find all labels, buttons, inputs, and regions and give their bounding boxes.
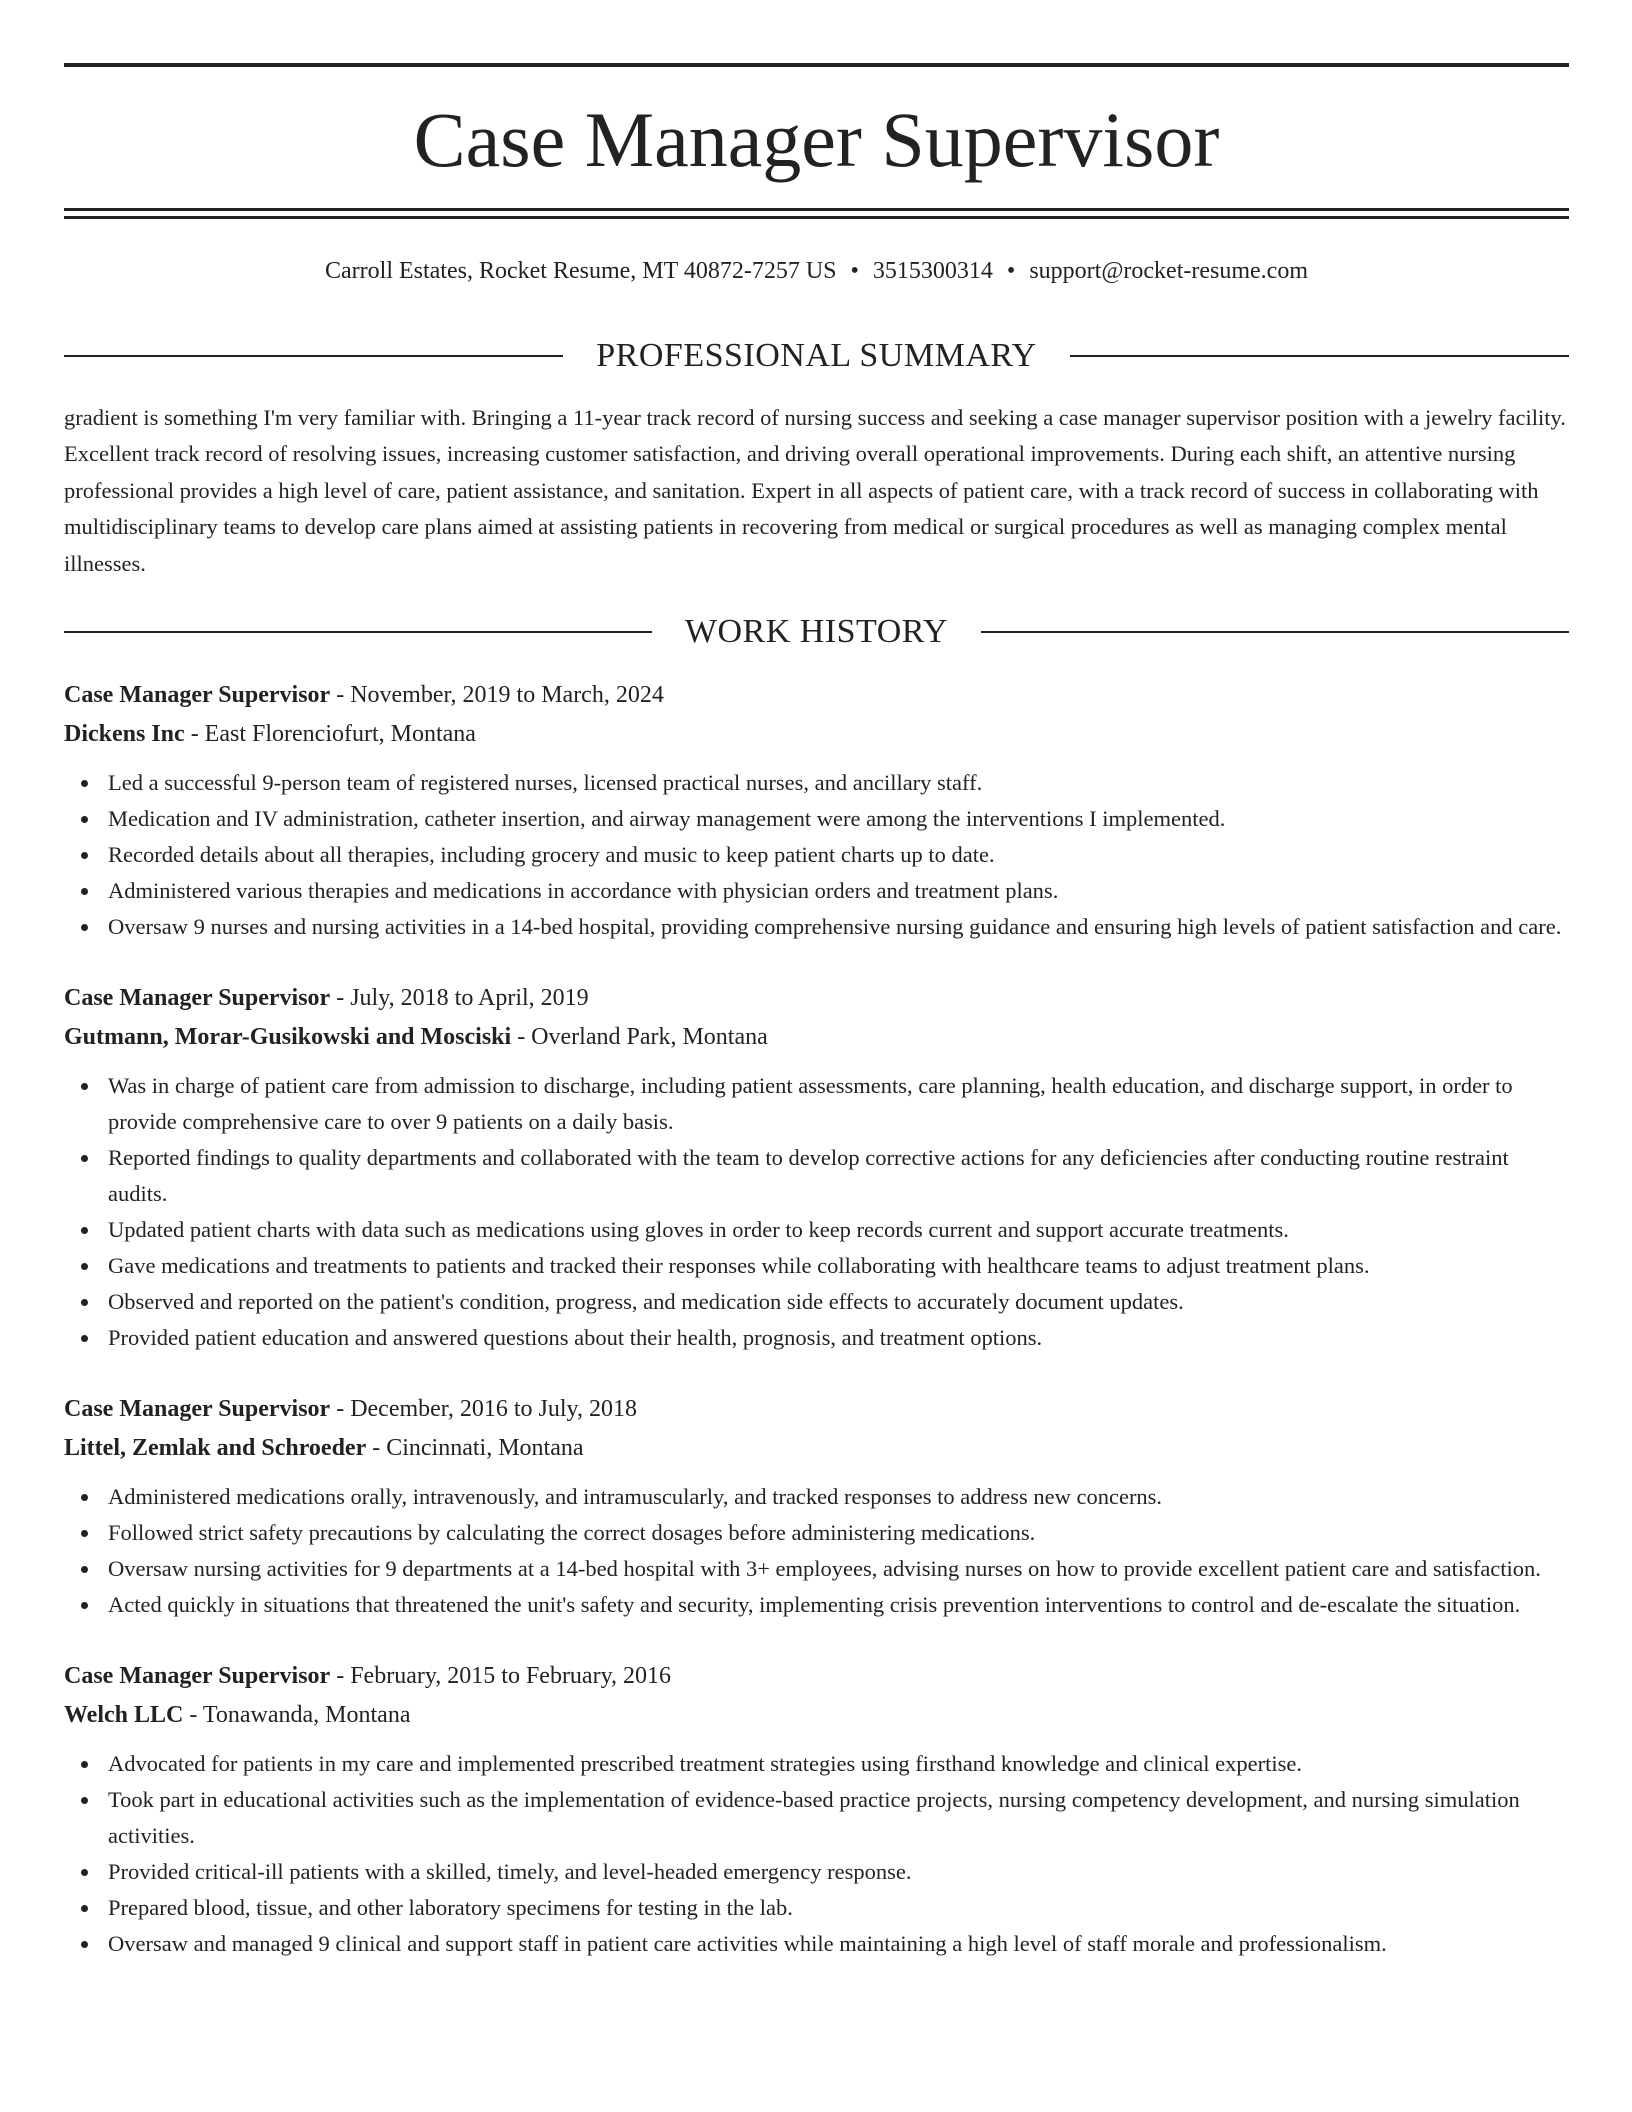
professional-summary-text: gradient is something I'm very familiar with. Bringing a 11-year track record of nursing success and seeking a case manager supervisor position with a jewelry facility. Excellent track record of resolving issues, increasing customer satisfaction, and driving overall operational improvements. During each shift, an attentive nursing professional provides a high level of care, patient assistance, and sanitation. Expert in all aspects of patient care, with a track record of success in collaborating with multidisciplinary teams to develop care plans aimed at assisting patients in recovering from medical or surgical procedures as well as managing complex mental illnesses. — [64, 405, 1566, 576]
job-bullet: Was in charge of patient care from admission to discharge, including patient assessments, care planning, health education, and discharge support, in order to provide comprehensive care to over 9 patients on a daily basis. — [108, 1068, 1569, 1140]
job-company: Gutmann, Morar-Gusikowski and Mosciski — [64, 1024, 512, 1050]
job-dates: - February, 2015 to February, 2016 — [330, 1663, 672, 1689]
job-role: Case Manager Supervisor — [64, 985, 331, 1011]
resume-title: Case Manager Supervisor — [413, 96, 1220, 183]
job-dates: - December, 2016 to July, 2018 — [330, 1396, 637, 1422]
job-bullet: Recorded details about all therapies, including grocery and music to keep patient charts up to date. — [108, 837, 1569, 873]
job-bullet: Administered medications orally, intravenously, and intramuscularly, and tracked responses to address new concerns. — [108, 1479, 1569, 1515]
header-rule-lower — [64, 216, 1569, 219]
contact-separator: • — [850, 258, 859, 284]
job-company-line — [64, 1429, 1569, 1468]
job-role: Case Manager Supervisor — [64, 1396, 331, 1422]
job-bullets — [64, 1746, 1569, 1962]
header-rule-upper — [64, 208, 1569, 211]
job-location: - Overland Park, Montana — [511, 1024, 768, 1050]
contact-line — [64, 254, 1569, 288]
job-company-line — [64, 1696, 1569, 1735]
contact-email: support@rocket-resume.com — [1029, 258, 1308, 284]
job-bullet: Acted quickly in situations that threatened the unit's safety and security, implementing crisis prevention interventions to control and de-escalate the situation. — [108, 1587, 1569, 1623]
job-bullet: Updated patient charts with data such as medications using gloves in order to keep records current and support accurate treatments. — [108, 1212, 1569, 1248]
job-dates: - July, 2018 to April, 2019 — [330, 985, 589, 1011]
professional-summary-heading — [64, 334, 1569, 378]
job-bullet: Oversaw and managed 9 clinical and support staff in patient care activities while maintaining a high level of staff morale and professionalism. — [108, 1926, 1569, 1962]
job-bullet: Oversaw 9 nurses and nursing activities in a 14-bed hospital, providing comprehensive nursing guidance and ensuring high levels of patient satisfaction and care. — [108, 909, 1569, 945]
job-role-line — [64, 1390, 1569, 1429]
job-entry — [64, 979, 1569, 1356]
job-role-line — [64, 1657, 1569, 1696]
section-rule-right — [981, 631, 1569, 633]
job-bullet: Observed and reported on the patient's condition, progress, and medication side effects to accurately document updates. — [108, 1284, 1569, 1320]
job-role: Case Manager Supervisor — [64, 1663, 331, 1689]
job-entry — [64, 1390, 1569, 1623]
job-bullet: Led a successful 9-person team of registered nurses, licensed practical nurses, and ancillary staff. — [108, 765, 1569, 801]
section-rule-right — [1070, 355, 1569, 357]
job-bullet: Reported findings to quality departments and collaborated with the team to develop corrective actions for any deficiencies after conducting routine restraint audits. — [108, 1140, 1569, 1212]
job-role-line — [64, 979, 1569, 1018]
section-rule-left — [64, 631, 652, 633]
job-bullets — [64, 1479, 1569, 1623]
job-role-line — [64, 676, 1569, 715]
job-bullets — [64, 765, 1569, 945]
job-location: - Tonawanda, Montana — [183, 1702, 411, 1728]
job-bullet: Administered various therapies and medications in accordance with physician orders and treatment plans. — [108, 873, 1569, 909]
job-dates: - November, 2019 to March, 2024 — [330, 682, 664, 708]
job-role: Case Manager Supervisor — [64, 682, 331, 708]
job-bullet: Advocated for patients in my care and implemented prescribed treatment strategies using firsthand knowledge and clinical expertise. — [108, 1746, 1569, 1782]
job-company: Welch LLC — [64, 1702, 184, 1728]
header-top-rule — [64, 63, 1569, 67]
contact-separator: • — [1006, 258, 1016, 284]
job-entry — [64, 1657, 1569, 1962]
work-history-list — [64, 676, 1569, 1996]
job-bullet: Prepared blood, tissue, and other laboratory specimens for testing in the lab. — [108, 1890, 1569, 1926]
job-company: Littel, Zemlak and Schroeder — [64, 1435, 367, 1461]
job-location: - East Florenciofurt, Montana — [184, 721, 476, 747]
contact-phone: 3515300314 — [872, 258, 993, 284]
job-bullet: Followed strict safety precautions by calculating the correct dosages before administering medications. — [108, 1515, 1569, 1551]
work-history-heading — [64, 610, 1569, 654]
job-bullets — [64, 1068, 1569, 1356]
job-location: - Cincinnati, Montana — [366, 1435, 584, 1461]
job-bullet: Medication and IV administration, catheter insertion, and airway management were among the interventions I implemented. — [108, 801, 1569, 837]
job-bullet: Provided patient education and answered questions about their health, prognosis, and treatment options. — [108, 1320, 1569, 1356]
job-company: Dickens Inc — [64, 721, 185, 747]
job-company-line — [64, 1018, 1569, 1057]
section-rule-left — [64, 355, 563, 357]
section-title: WORK HISTORY — [684, 613, 949, 650]
job-bullet: Took part in educational activities such as the implementation of evidence-based practice projects, nursing competency development, and nursing simulation activities. — [108, 1782, 1569, 1854]
job-company-line — [64, 715, 1569, 754]
job-bullet: Provided critical-ill patients with a skilled, timely, and level-headed emergency response. — [108, 1854, 1569, 1890]
job-bullet: Gave medications and treatments to patients and tracked their responses while collaborating with healthcare teams to adjust treatment plans. — [108, 1248, 1569, 1284]
section-title: PROFESSIONAL SUMMARY — [596, 337, 1037, 374]
contact-address: Carroll Estates, Rocket Resume, MT 40872-7257 US — [325, 258, 837, 284]
job-entry — [64, 676, 1569, 945]
job-bullet: Oversaw nursing activities for 9 departments at a 14-bed hospital with 3+ employees, advising nurses on how to provide excellent patient care and satisfaction. — [108, 1551, 1569, 1587]
